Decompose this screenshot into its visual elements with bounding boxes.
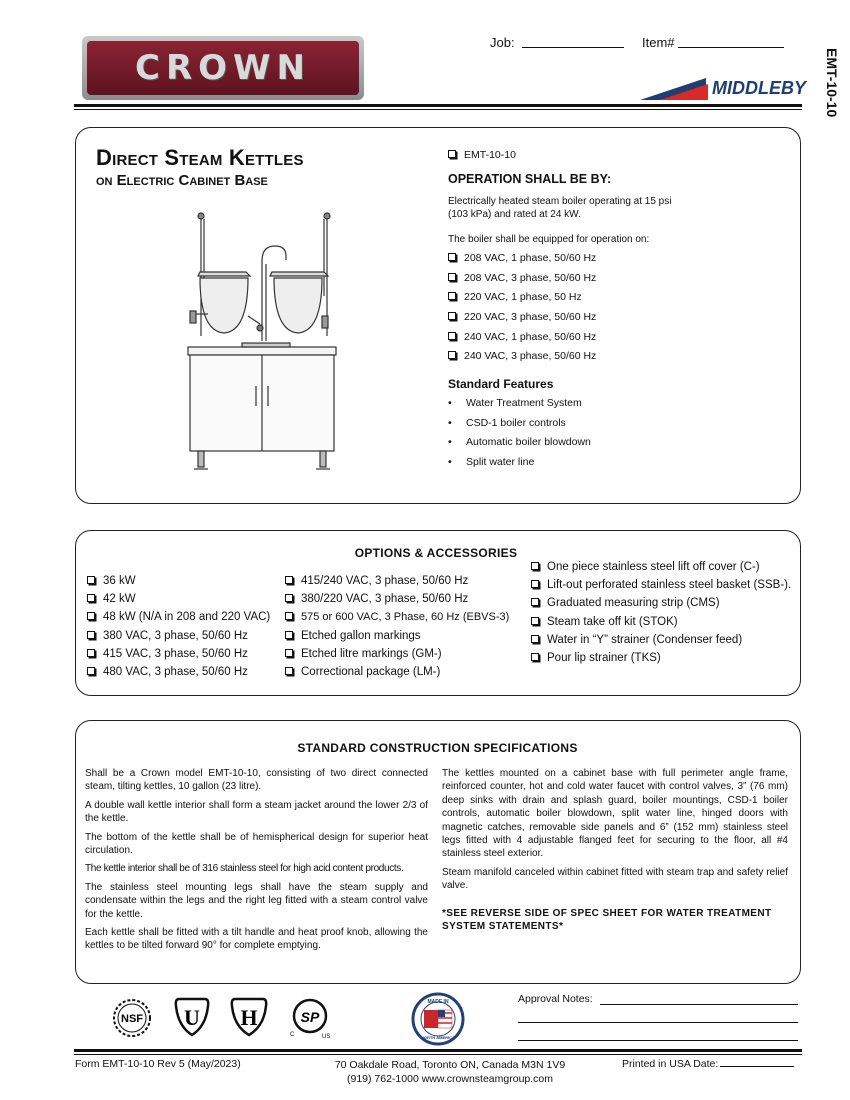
options-heading: OPTIONS & ACCESSORIES — [354, 546, 518, 560]
h-stamp-text: H — [240, 1005, 258, 1030]
kettle-illustration — [180, 206, 350, 476]
model-option[interactable] — [448, 149, 516, 161]
nsf-logo-icon — [112, 998, 152, 1038]
option-item[interactable]: 42 kW — [87, 593, 270, 611]
specifications-right-column — [442, 767, 788, 938]
voltage-option-label: 220 VAC, 3 phase, 50/60 Hz — [464, 311, 597, 324]
spec-paragraph: The kettle interior shall be of 316 stainless steel for high acid content products. — [85, 863, 404, 875]
header-rule — [74, 104, 802, 107]
checkbox-icon — [448, 150, 456, 158]
printed-date-field[interactable] — [720, 1066, 794, 1067]
checkbox-icon — [285, 667, 293, 675]
spec-paragraph: The stainless steel mounting legs shall have the steam supply and condensate within the legs and the right leg fitted with a steam control valve for the kettle. — [85, 881, 428, 920]
approval-notes-line[interactable] — [518, 1040, 798, 1041]
made-in-north-america-icon — [411, 992, 465, 1046]
voltage-option-label: 220 VAC, 1 phase, 50 Hz — [464, 291, 582, 304]
nsf-text: NSF — [121, 1013, 143, 1025]
specifications-heading: STANDARD CONSTRUCTION SPECIFICATIONS — [297, 741, 578, 755]
checkbox-icon — [531, 562, 539, 570]
list-item: • Split water line — [448, 456, 535, 469]
list-item: • Automatic boiler blowdown — [448, 436, 591, 449]
crown-logo — [82, 36, 364, 100]
operation-text: Electrically heated steam boiler operating at 15 psi (103 kPa) and rated at 24 kW. — [448, 196, 672, 220]
checkbox-icon — [448, 351, 456, 359]
checkbox-icon — [531, 653, 539, 661]
bullet-icon: • — [448, 397, 452, 409]
spec-paragraph: A double wall kettle interior shall form a steam jacket around the lower 2/3 of the kettle. — [85, 799, 428, 825]
checkbox-icon — [531, 617, 539, 625]
csa-logo-icon — [288, 996, 336, 1040]
voltage-options-list — [448, 252, 596, 370]
option-item[interactable]: 36 kW — [87, 575, 270, 593]
made-in-text: MADE IN — [427, 999, 449, 1005]
options-column-2 — [285, 575, 509, 684]
checkbox-icon — [448, 332, 456, 340]
option-item[interactable]: Pour lip strainer (TKS) — [531, 652, 791, 670]
voltage-option[interactable] — [448, 331, 596, 351]
voltage-option-label: 208 VAC, 1 phase, 50/60 Hz — [464, 252, 597, 264]
job-label: Job: — [490, 35, 515, 50]
option-item[interactable]: One piece stainless steel lift off cover (C-) — [531, 561, 791, 579]
option-item[interactable]: Lift-out perforated stainless steel basket (SSB-). — [531, 579, 791, 597]
voltage-option-label: 240 VAC, 1 phase, 50/60 Hz — [464, 330, 597, 343]
specifications-left-column — [85, 767, 428, 958]
approval-notes-line[interactable] — [600, 1004, 798, 1005]
option-item[interactable]: Steam take off kit (STOK) — [531, 616, 791, 634]
page-title: Direct Steam Kettles — [96, 145, 304, 170]
north-america-text: NORTH AMERICA — [421, 1035, 455, 1040]
contact-line: (919) 762-1000 www.crownsteamgroup.com — [346, 1073, 554, 1085]
checkbox-icon — [285, 576, 293, 584]
printed-date-label: Printed in USA Date: — [622, 1058, 719, 1070]
option-item[interactable]: 48 kW (N/A in 208 and 220 VAC) — [87, 611, 270, 629]
form-number: Form EMT-10-10 Rev 5 (May/2023) — [75, 1058, 241, 1070]
checkbox-icon — [87, 612, 95, 620]
voltage-option[interactable] — [448, 291, 596, 311]
middleby-logo-text: MIDDLEBY — [712, 78, 806, 98]
csa-c-text: C — [290, 1032, 295, 1038]
approval-notes-line[interactable] — [518, 1022, 798, 1023]
company-address — [300, 1058, 600, 1086]
vertical-model-number: EMT-10-10 — [824, 48, 840, 118]
item-field[interactable] — [678, 47, 784, 48]
option-item[interactable]: 480 VAC, 3 phase, 50/60 Hz — [87, 666, 270, 684]
page-subtitle: on Electric Cabinet Base — [96, 172, 268, 189]
option-item[interactable]: 380/220 VAC, 3 phase, 50/60 Hz — [285, 593, 509, 611]
footer-rule-thin — [74, 1054, 802, 1055]
csa-us-text: US — [322, 1034, 331, 1040]
bullet-icon: • — [448, 416, 452, 429]
model-option-label: EMT-10-10 — [464, 149, 516, 161]
checkbox-icon — [531, 598, 539, 606]
checkbox-icon — [87, 631, 95, 639]
bullet-icon: • — [448, 456, 452, 469]
option-item[interactable]: Water in “Y” strainer (Condenser feed) — [531, 634, 791, 652]
checkbox-icon — [531, 635, 539, 643]
option-item[interactable]: Correctional package (LM-) — [285, 666, 509, 684]
water-treatment-note: *SEE REVERSE SIDE OF SPEC SHEET FOR WATER TREATMENT SYSTEM STATEMENTS* — [442, 907, 772, 933]
approval-notes-label: Approval Notes: — [518, 993, 593, 1005]
crown-logo-text: CROWN — [135, 48, 311, 88]
checkbox-icon — [531, 580, 539, 588]
checkbox-icon — [285, 594, 293, 602]
footer-rule — [74, 1049, 802, 1052]
middleby-logo — [640, 74, 805, 102]
checkbox-icon — [87, 667, 95, 675]
checkbox-icon — [448, 292, 456, 300]
address-line: 70 Oakdale Road, Toronto ON, Canada M3N 1V9 — [334, 1059, 566, 1071]
voltage-option-label: 208 VAC, 3 phase, 50/60 Hz — [464, 271, 597, 284]
checkbox-icon — [87, 594, 95, 602]
voltage-option[interactable] — [448, 272, 596, 292]
option-item[interactable]: Etched gallon markings — [285, 630, 509, 648]
list-item: • Water Treatment System — [448, 397, 582, 409]
printed-date — [622, 1058, 794, 1070]
checkbox-icon — [448, 273, 456, 281]
u-stamp-text: U — [184, 1005, 200, 1030]
standard-features-heading: Standard Features — [448, 377, 554, 391]
checkbox-icon — [87, 576, 95, 584]
job-field[interactable] — [522, 47, 624, 48]
checkbox-icon — [448, 312, 456, 320]
spec-paragraph: The kettles mounted on a cabinet base with full perimeter angle frame, reinforced counter, hot and cold water faucet with control valves, 3” (76 mm) deep sinks with drain and splash guard, boiler mountings, CSD-1 boiler controls, automatic boiler blowdown, split water line, hinged doors with magnetic catches, removable side panels and 6” (152 mm) stainless steel legs fitted with 4 adjustable flanged feet for securing to the floor, all #4 stainless steel exterior. — [442, 768, 788, 860]
checkbox-icon — [87, 649, 95, 657]
header-rule-thin — [74, 109, 802, 110]
option-item[interactable]: 415/240 VAC, 3 phase, 50/60 Hz — [285, 575, 509, 593]
spec-paragraph: Shall be a Crown model EMT-10-10, consisting of two direct connected steam, tilting kettles, 10 gallon (23 litre). — [85, 768, 428, 793]
option-item[interactable]: Etched litre markings (GM-) — [285, 648, 509, 666]
voltage-option[interactable] — [448, 311, 596, 331]
voltage-option[interactable] — [448, 252, 596, 272]
middleby-logo-mark-icon — [640, 74, 712, 102]
option-item[interactable]: 415 VAC, 3 phase, 50/60 Hz — [87, 648, 270, 666]
bullet-icon: • — [448, 436, 452, 449]
operation-heading: OPERATION SHALL BE BY: — [448, 172, 612, 186]
options-column-1 — [87, 575, 270, 684]
boiler-text: The boiler shall be equipped for operation on: — [448, 234, 650, 245]
item-label: Item# — [642, 35, 675, 50]
voltage-option[interactable] — [448, 350, 596, 370]
options-column-3 — [531, 561, 791, 670]
list-item: • CSD-1 boiler controls — [448, 416, 566, 429]
checkbox-icon — [285, 649, 293, 657]
csa-text: SP — [300, 1009, 320, 1025]
spec-paragraph: The bottom of the kettle shall be of hemispherical design for superior heat circulation. — [85, 831, 428, 857]
option-item[interactable]: Graduated measuring strip (CMS) — [531, 597, 791, 615]
voltage-option-label: 240 VAC, 3 phase, 50/60 Hz — [464, 350, 597, 363]
option-item[interactable]: 380 VAC, 3 phase, 50/60 Hz — [87, 630, 270, 648]
asme-u-stamp-icon — [173, 996, 211, 1038]
option-item[interactable]: 575 or 600 VAC, 3 Phase, 60 Hz (EBVS-3) — [285, 611, 509, 629]
spec-paragraph: Steam manifold canceled within cabinet fitted with steam trap and safety relief valve. — [442, 866, 788, 892]
asme-h-stamp-icon — [229, 996, 269, 1038]
spec-paragraph: Each kettle shall be fitted with a tilt handle and heat proof knob, allowing the kettles to be tilted forward 90° for complete emptying. — [85, 927, 428, 952]
checkbox-icon — [285, 631, 293, 639]
checkbox-icon — [448, 253, 456, 261]
checkbox-icon — [285, 612, 293, 620]
standard-features-list — [448, 397, 591, 476]
